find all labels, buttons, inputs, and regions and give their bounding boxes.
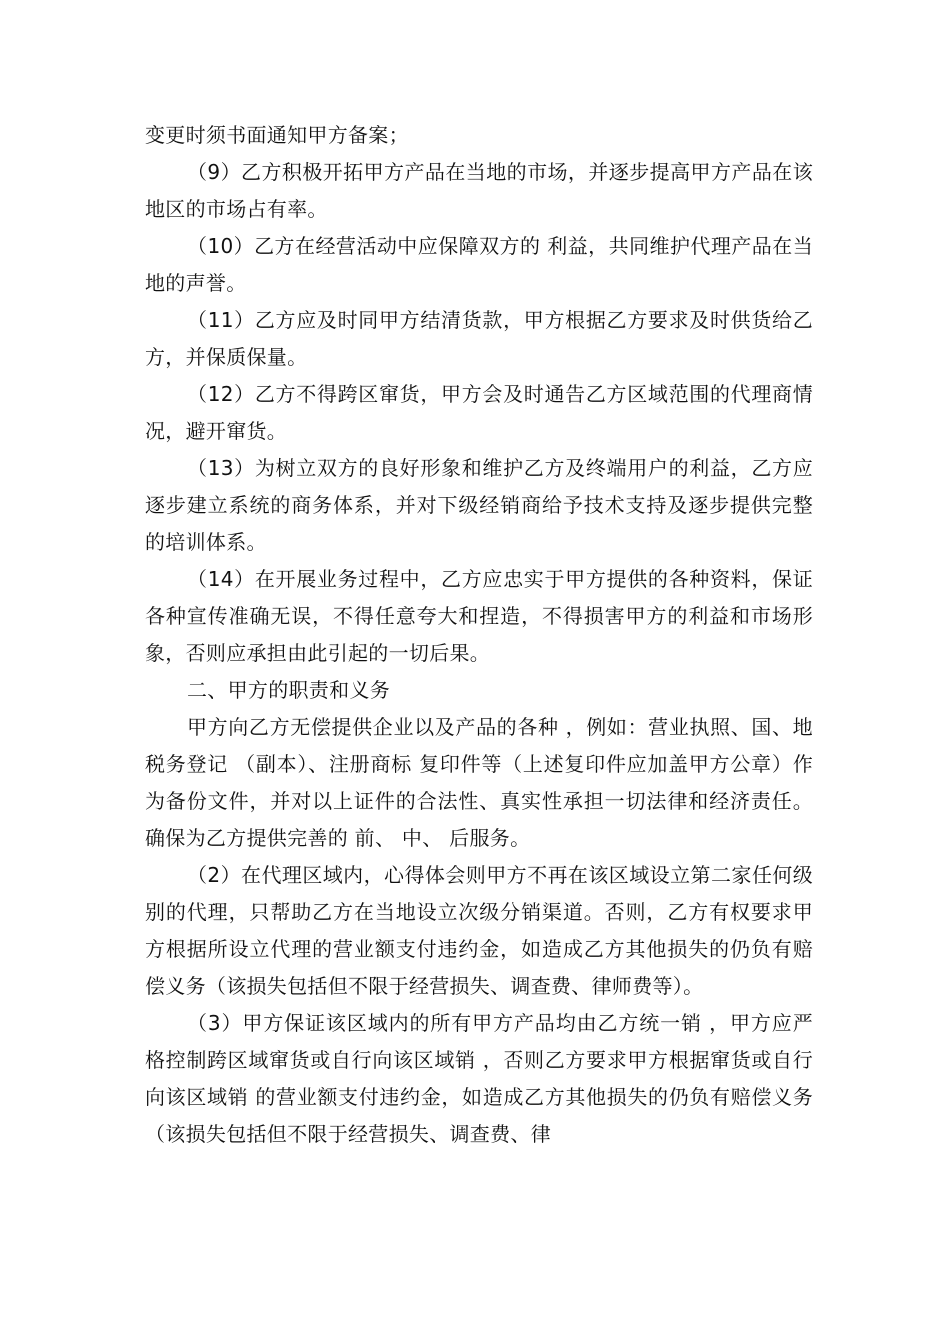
section-heading-party-a-duties: 二、甲方的职责和义务 xyxy=(187,678,390,702)
paragraph-party-a-clause-2: （2）在代理区域内，心得体会则甲方不再在该区域设立第二家任何级别的代理，只帮助乙方在当地设立次级分销渠道。否则，乙方有权要求甲方根据所设立代理的营业额支付违约金，如造成乙方其他损失的仍负有赔偿义务（该损失包括但不限于经营损失、调查费、律师费等）。 xyxy=(145,863,813,998)
paragraph-party-a-clause-1: 甲方向乙方无偿提供企业以及产品的各种 ，例如：营业执照、国、地税务登记 （副本）、注册商标 复印件等（上述复印件应加盖甲方公章）作为备份文件，并对以上证件的合法性、真实性承担一切法律和经济责任。确保为乙方提供完善的 前、 中、 后服务。 xyxy=(145,715,813,850)
document-body xyxy=(145,117,813,1153)
paragraph-clause-14: （14）在开展业务过程中，乙方应忠实于甲方提供的各种资料，保证各种宣传准确无误，不得任意夸大和捏造，不得损害甲方的利益和市场形象，否则应承担由此引起的一切后果。 xyxy=(145,567,813,665)
paragraph-clause-11: （11）乙方应及时同甲方结清货款，甲方根据乙方要求及时供货给乙方，并保质保量。 xyxy=(145,308,813,369)
paragraph-clause-12: （12）乙方不得跨区窜货，甲方会及时通告乙方区域范围的代理商情况，避开窜货。 xyxy=(145,382,813,443)
paragraph-clause-13: （13）为树立双方的良好形象和维护乙方及终端用户的利益，乙方应逐步建立系统的商务体系，并对下级经销商给予技术支持及逐步提供完整的培训体系。 xyxy=(145,456,813,554)
paragraph-clause-9: （9）乙方积极开拓甲方产品在当地的市场，并逐步提高甲方产品在该地区的市场占有率。 xyxy=(145,160,813,221)
paragraph-clause-10: （10）乙方在经营活动中应保障双方的 利益，共同维护代理产品在当地的声誉。 xyxy=(145,234,813,295)
paragraph-party-a-clause-3: （3）甲方保证该区域内的所有甲方产品均由乙方统一销 ，甲方应严格控制跨区域窜货或自行向该区域销 ，否则乙方要求甲方根据窜货或自行向该区域销 的营业额支付违约金，如造成乙方其他损失的仍负有赔偿义务（该损失包括但不限于经营损失、调查费、律 xyxy=(145,1011,813,1146)
paragraph-continuation: 变更时须书面通知甲方备案； xyxy=(145,123,409,147)
